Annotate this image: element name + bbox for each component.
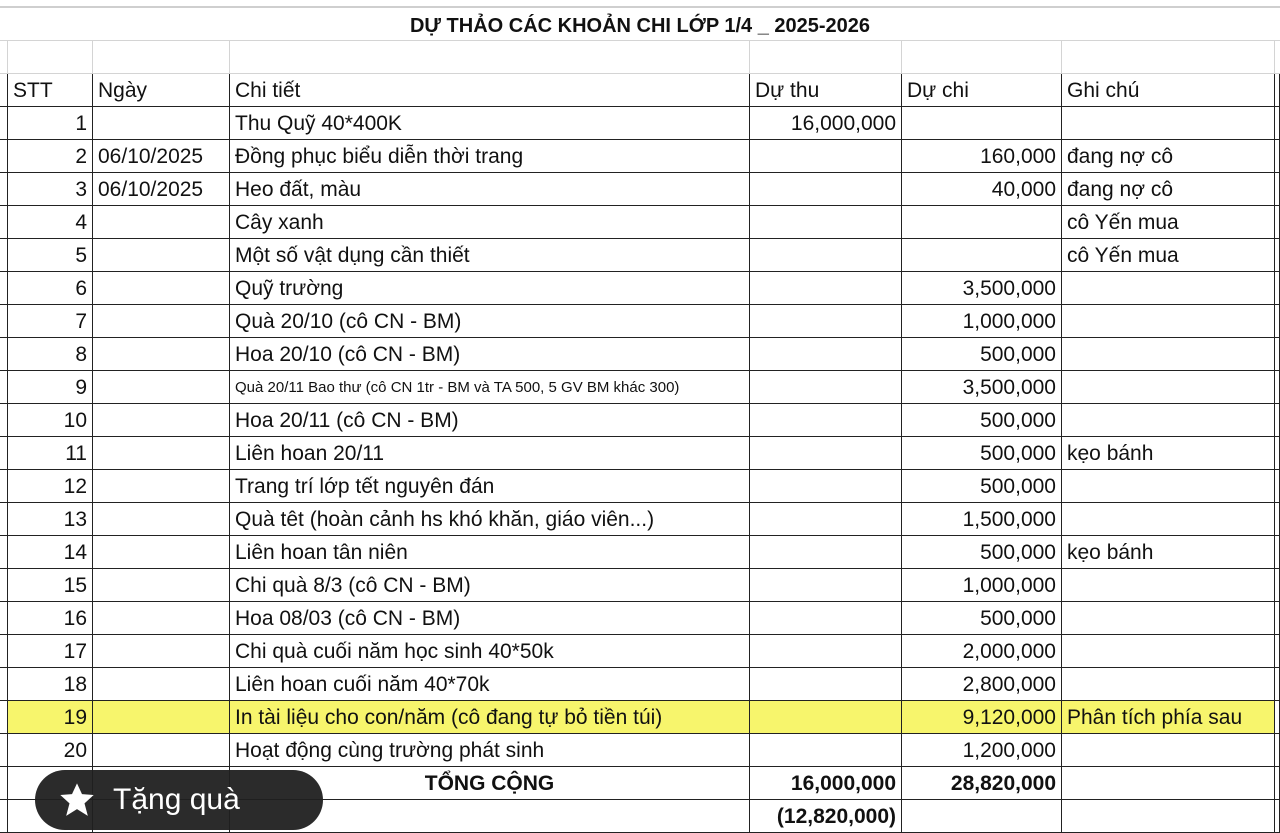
cell-stt[interactable]: 8 (8, 338, 93, 371)
cell-note[interactable] (1062, 734, 1275, 767)
cell-margin (0, 371, 8, 404)
cell-margin (1275, 668, 1280, 701)
cell-income[interactable] (750, 701, 902, 734)
cell-detail[interactable]: Chi quà cuối năm học sinh 40*50k (230, 635, 750, 668)
cell-margin (0, 734, 8, 767)
cell-detail[interactable]: Hoa 08/03 (cô CN - BM) (230, 602, 750, 635)
table-row (0, 701, 1280, 734)
table-row (0, 668, 1280, 701)
table-row (0, 404, 1280, 437)
cell-date[interactable] (93, 437, 230, 470)
cell-margin (1275, 41, 1280, 74)
cell-margin (0, 173, 8, 206)
cell-detail[interactable]: Quà 20/11 Bao thư (cô CN 1tr - BM và TA 500, 5 GV BM khác 300) (230, 371, 750, 404)
cell-date[interactable] (93, 107, 230, 140)
cell-margin (1275, 338, 1280, 371)
header-row (0, 74, 1280, 107)
cell-note[interactable]: cô Yến mua (1062, 239, 1275, 272)
gift-star-icon (57, 780, 97, 820)
cell-expense[interactable]: 500,000 (902, 602, 1062, 635)
cell-margin (1275, 800, 1280, 833)
cell-detail[interactable]: Thu Quỹ 40*400K (230, 107, 750, 140)
table-row (0, 503, 1280, 536)
cell-margin (1275, 767, 1280, 800)
cell-expense[interactable]: 1,500,000 (902, 503, 1062, 536)
cell-note[interactable] (1062, 668, 1275, 701)
cell-note[interactable] (1062, 602, 1275, 635)
gift-button[interactable] (35, 770, 323, 830)
cell-margin (0, 140, 8, 173)
table-row (0, 107, 1280, 140)
cell-margin (1275, 206, 1280, 239)
cell-note[interactable] (1062, 503, 1275, 536)
cell-expense[interactable]: 1,000,000 (902, 569, 1062, 602)
cell-note[interactable]: kẹo bánh (1062, 536, 1275, 569)
cell-margin (0, 74, 8, 107)
cell-note[interactable]: đang nợ cô (1062, 173, 1275, 206)
cell-income[interactable] (750, 239, 902, 272)
cell-note[interactable] (1062, 305, 1275, 338)
cell-income[interactable] (750, 635, 902, 668)
cell-margin (1275, 371, 1280, 404)
cell-margin (0, 602, 8, 635)
cell-expense[interactable] (902, 800, 1062, 833)
cell-note[interactable] (1062, 404, 1275, 437)
cell-date[interactable] (93, 635, 230, 668)
cell-margin (1275, 569, 1280, 602)
cell-expense[interactable] (902, 107, 1062, 140)
cell-expense[interactable]: 3,500,000 (902, 371, 1062, 404)
cell-expense[interactable]: 500,000 (902, 470, 1062, 503)
cell-detail[interactable]: Hoa 20/10 (cô CN - BM) (230, 338, 750, 371)
cell-date[interactable] (93, 239, 230, 272)
cell-date[interactable] (93, 536, 230, 569)
cell-detail[interactable]: Hoa 20/11 (cô CN - BM) (230, 404, 750, 437)
cell-income[interactable] (750, 338, 902, 371)
cell-expense[interactable]: 500,000 (902, 338, 1062, 371)
cell-note[interactable] (1062, 371, 1275, 404)
cell-income[interactable] (750, 140, 902, 173)
cell-date[interactable] (93, 404, 230, 437)
cell-stt[interactable]: 10 (8, 404, 93, 437)
cell-note[interactable] (1062, 767, 1275, 800)
cell-stt[interactable]: 6 (8, 272, 93, 305)
cell-detail[interactable]: Chi quà 8/3 (cô CN - BM) (230, 569, 750, 602)
cell-margin (0, 107, 8, 140)
cell-stt[interactable]: 13 (8, 503, 93, 536)
table-row (0, 371, 1280, 404)
total-label[interactable]: TỔNG CỘNG (230, 767, 750, 800)
cell-income[interactable]: 16,000,000 (750, 107, 902, 140)
cell-expense[interactable]: 1,200,000 (902, 734, 1062, 767)
cell-income[interactable] (750, 602, 902, 635)
cell-note[interactable]: kẹo bánh (1062, 437, 1275, 470)
cell-stt[interactable]: 9 (8, 371, 93, 404)
cell-income[interactable] (750, 272, 902, 305)
cell-note[interactable]: Phân tích phía sau (1062, 701, 1275, 734)
cell-date[interactable] (93, 602, 230, 635)
cell-detail[interactable]: Đồng phục biểu diễn thời trang (230, 140, 750, 173)
cell-stt[interactable]: 20 (8, 734, 93, 767)
total-income[interactable]: 16,000,000 (750, 767, 902, 800)
cell-income[interactable] (750, 41, 902, 74)
cell-note[interactable]: đang nợ cô (1062, 140, 1275, 173)
total-expense[interactable]: 28,820,000 (902, 767, 1062, 800)
cell-margin (0, 338, 8, 371)
header-expense[interactable]: Dự chi (902, 74, 1062, 107)
cell-note[interactable] (1062, 338, 1275, 371)
cell-date[interactable] (93, 470, 230, 503)
cell-stt[interactable]: 1 (8, 107, 93, 140)
table-row (0, 305, 1280, 338)
header-detail[interactable]: Chi tiết (230, 74, 750, 107)
cell-income[interactable] (750, 734, 902, 767)
cell-stt[interactable]: 4 (8, 206, 93, 239)
cell-margin (0, 206, 8, 239)
cell-detail[interactable]: Trang trí lớp tết nguyên đán (230, 470, 750, 503)
cell-margin (0, 437, 8, 470)
cell-note[interactable] (1062, 800, 1275, 833)
cell-margin (1275, 701, 1280, 734)
header-stt[interactable]: STT (8, 74, 93, 107)
cell-expense[interactable]: 1,000,000 (902, 305, 1062, 338)
header-income[interactable]: Dự thu (750, 74, 902, 107)
cell-margin (1275, 305, 1280, 338)
cell-date[interactable] (93, 41, 230, 74)
cell-detail[interactable] (230, 41, 750, 74)
cell-margin (1275, 272, 1280, 305)
cell-stt[interactable]: 18 (8, 668, 93, 701)
cell-margin (0, 272, 8, 305)
cell-margin (0, 470, 8, 503)
cell-detail[interactable]: Cây xanh (230, 206, 750, 239)
cell-detail[interactable]: Quỹ trường (230, 272, 750, 305)
cell-expense[interactable] (902, 239, 1062, 272)
cell-detail[interactable]: Liên hoan tân niên (230, 536, 750, 569)
header-note[interactable]: Ghi chú (1062, 74, 1275, 107)
cell-note[interactable] (1062, 470, 1275, 503)
cell-stt[interactable]: 15 (8, 569, 93, 602)
cell-margin (0, 767, 8, 800)
cell-margin (0, 635, 8, 668)
cell-note[interactable] (1062, 107, 1275, 140)
cell-stt[interactable]: 5 (8, 239, 93, 272)
cell-stt[interactable]: 16 (8, 602, 93, 635)
cell-margin (1275, 602, 1280, 635)
cell-income[interactable] (750, 371, 902, 404)
cell-margin (0, 569, 8, 602)
cell-margin (0, 404, 8, 437)
cell-margin (1275, 404, 1280, 437)
cell-stt[interactable]: 3 (8, 173, 93, 206)
cell-margin (1275, 107, 1280, 140)
table-row (0, 734, 1280, 767)
cell-margin (0, 701, 8, 734)
cell-expense[interactable]: 500,000 (902, 404, 1062, 437)
cell-expense[interactable]: 40,000 (902, 173, 1062, 206)
table-row (0, 239, 1280, 272)
cell-margin (1275, 140, 1280, 173)
cell-date[interactable] (93, 668, 230, 701)
cell-note[interactable] (1062, 41, 1275, 74)
cell-margin (0, 536, 8, 569)
cell-date[interactable] (93, 305, 230, 338)
cell-stt[interactable]: 11 (8, 437, 93, 470)
cell-date[interactable] (93, 569, 230, 602)
cell-income[interactable] (750, 503, 902, 536)
cell-note[interactable] (1062, 272, 1275, 305)
cell-note[interactable] (1062, 569, 1275, 602)
cell-income[interactable] (750, 569, 902, 602)
cell-income[interactable] (750, 668, 902, 701)
cell-income[interactable] (750, 437, 902, 470)
cell-detail[interactable]: In tài liệu cho con/năm (cô đang tự bỏ tiền túi) (230, 701, 750, 734)
cell-income[interactable] (750, 305, 902, 338)
cell-margin (1275, 734, 1280, 767)
cell-margin (1275, 437, 1280, 470)
table-row (0, 470, 1280, 503)
table-row (0, 140, 1280, 173)
cell-date[interactable] (93, 734, 230, 767)
cell-date[interactable]: 06/10/2025 (93, 173, 230, 206)
sheet-title: DỰ THẢO CÁC KHOẢN CHI LỚP 1/4 _ 2025-2026 (0, 8, 1280, 41)
cell-detail[interactable]: Liên hoan 20/11 (230, 437, 750, 470)
cell-stt[interactable] (8, 41, 93, 74)
balance[interactable]: (12,820,000) (750, 800, 902, 833)
cell-expense[interactable]: 500,000 (902, 437, 1062, 470)
cell-stt[interactable]: 7 (8, 305, 93, 338)
empty-row (0, 41, 1280, 74)
cell-expense[interactable]: 160,000 (902, 140, 1062, 173)
cell-detail[interactable]: Quà 20/10 (cô CN - BM) (230, 305, 750, 338)
cell-date[interactable] (93, 272, 230, 305)
cell-date[interactable] (93, 206, 230, 239)
gift-label: Tặng quà (113, 783, 240, 816)
cell-margin (1275, 470, 1280, 503)
cell-margin (1275, 503, 1280, 536)
table-row (0, 536, 1280, 569)
cell-margin (0, 305, 8, 338)
table-row (0, 272, 1280, 305)
cell-margin (1275, 635, 1280, 668)
previous-row (0, 0, 1280, 8)
cell-income[interactable] (750, 173, 902, 206)
cell-date[interactable] (93, 338, 230, 371)
cell-note[interactable] (1062, 635, 1275, 668)
cell-note[interactable]: cô Yến mua (1062, 206, 1275, 239)
cell-stt[interactable]: 17 (8, 635, 93, 668)
cell-income[interactable] (750, 470, 902, 503)
cell-detail[interactable]: Heo đất, màu (230, 173, 750, 206)
cell-margin (0, 800, 8, 833)
cell-detail[interactable]: Quà têt (hoàn cảnh hs khó khăn, giáo viên...) (230, 503, 750, 536)
table-row (0, 338, 1280, 371)
cell-margin (0, 239, 8, 272)
cell-margin (0, 503, 8, 536)
cell-date[interactable] (93, 701, 230, 734)
cell-margin (0, 41, 8, 74)
cell-margin (1275, 74, 1280, 107)
table-row (0, 206, 1280, 239)
cell-expense[interactable]: 2,800,000 (902, 668, 1062, 701)
cell-date[interactable] (93, 371, 230, 404)
cell-income[interactable] (750, 404, 902, 437)
cell-margin (1275, 173, 1280, 206)
table-row (0, 569, 1280, 602)
cell-expense[interactable]: 9,120,000 (902, 701, 1062, 734)
cell-expense[interactable] (902, 206, 1062, 239)
cell-expense[interactable]: 2,000,000 (902, 635, 1062, 668)
cell-income[interactable] (750, 206, 902, 239)
cell-stt[interactable]: 12 (8, 470, 93, 503)
cell-stt[interactable]: 2 (8, 140, 93, 173)
cell-expense[interactable] (902, 41, 1062, 74)
cell-date[interactable]: 06/10/2025 (93, 140, 230, 173)
cell-stt[interactable]: 14 (8, 536, 93, 569)
cell-margin (1275, 239, 1280, 272)
cell-income[interactable] (750, 536, 902, 569)
table-row (0, 635, 1280, 668)
cell-detail[interactable]: Một số vật dụng cần thiết (230, 239, 750, 272)
cell-expense[interactable]: 500,000 (902, 536, 1062, 569)
cell-date[interactable] (93, 503, 230, 536)
cell-stt[interactable]: 19 (8, 701, 93, 734)
cell-margin (0, 668, 8, 701)
cell-detail[interactable]: Liên hoan cuối năm 40*70k (230, 668, 750, 701)
header-date[interactable]: Ngày (93, 74, 230, 107)
table-row (0, 602, 1280, 635)
cell-margin (1275, 536, 1280, 569)
table-row (0, 437, 1280, 470)
cell-detail[interactable]: Hoạt động cùng trường phát sinh (230, 734, 750, 767)
cell-expense[interactable]: 3,500,000 (902, 272, 1062, 305)
table-row (0, 173, 1280, 206)
